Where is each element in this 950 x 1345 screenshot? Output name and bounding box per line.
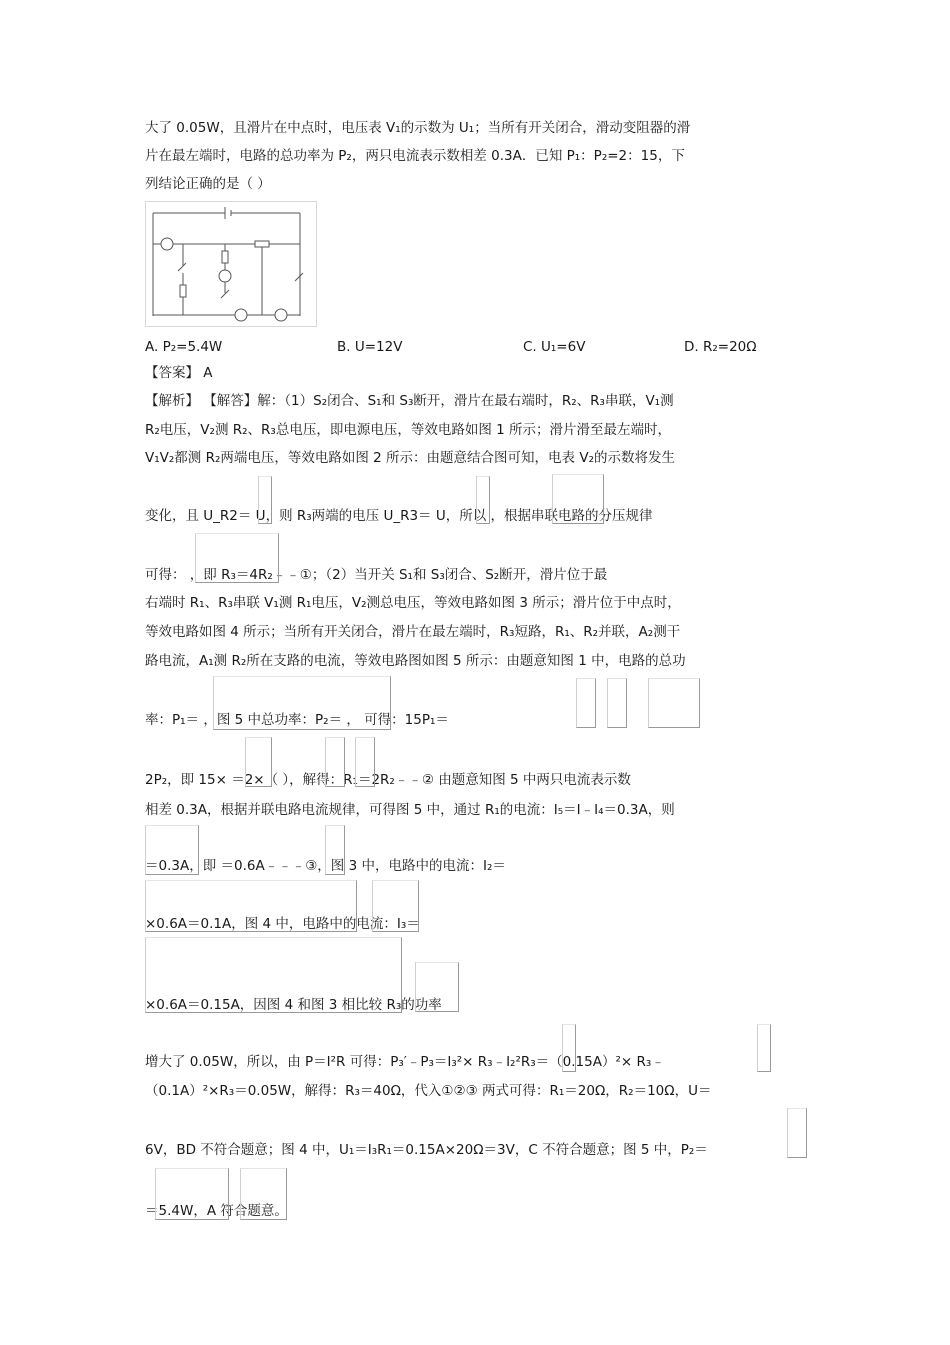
formula-p2-u2-over-r1 <box>787 1108 807 1158</box>
analysis-line-9: 率：P₁＝ ，图 5 中总功率：P₂＝ ， 可得：15P₁＝ <box>145 712 449 728</box>
formula-i3 <box>145 937 402 1013</box>
formula-i3-quarter <box>415 962 459 1012</box>
formula-p2-sum-1 <box>155 1168 229 1220</box>
answer-line: 【答案】 A <box>145 365 213 381</box>
formula-2x-term2 <box>355 737 375 787</box>
formula-ur2-ur3-ratio <box>552 474 604 524</box>
analysis-line-13: ×0.6A＝0.1A，图 4 中，电路中的电流：I₃＝ <box>145 916 420 932</box>
analysis-line-17: 6V，BD 不符合题意；图 4 中，U₁＝I₃R₁＝0.15A×20Ω＝3V，C 不符合题意；图 5 中，P₂＝ <box>145 1142 708 1158</box>
formula-u-over-r2 <box>325 825 345 875</box>
analysis-line-2: R₂电压，V₂测 R₂、R₃总电压，即电源电压，等效电路如图 1 所示；滑片滑至最左端时， <box>145 422 671 438</box>
analysis-line-12: ＝0.3A，即 ＝0.6A﹣﹣﹣③，图 3 中，电路中的电流：I₂＝ <box>145 858 506 874</box>
option-a: A. P₂=5.4W <box>145 339 223 355</box>
formula-p1-p2-ratio <box>648 678 700 728</box>
option-c: C. U₁=6V <box>523 339 586 355</box>
formula-p2-sum-2 <box>240 1168 287 1220</box>
formula-p1 <box>213 676 391 730</box>
formula-ur2-fraction <box>258 476 272 524</box>
analysis-line-11: 相差 0.3A，根据并联电路电流规律，可得图 5 中，通过 R₁的电流：I₅＝I﹣I₄＝0.3A，则 <box>145 802 675 818</box>
analysis-line-6: 右端时 R₁、R₃串联 V₁测 R₁电压，V₂测总电压，等效电路如图 3 所示；滑片位于中点时， <box>145 595 681 611</box>
analysis-line-4: 变化，且 U_R2＝ U，则 R₃两端的电压 U_R3＝ U，所以 ，根据串联电路的分压规律 <box>145 508 653 524</box>
formula-i2-sixth <box>372 880 419 932</box>
formula-p2-term2 <box>607 678 627 728</box>
formula-half-2 <box>757 1024 771 1072</box>
option-d: D. R₂=20Ω <box>684 339 757 355</box>
circuit-diagram <box>145 201 317 327</box>
analysis-line-1: 【解析】 【解答】解：（1）S₂闭合、S₁和 S₃断开，滑片在最右端时，R₂、R₃串联，V₁测 <box>145 393 674 409</box>
analysis-line-8: 路电流，A₁测 R₂所在支路的电流，等效电路图如图 5 所示：由题意知图 1 中，电路的总功 <box>145 653 686 669</box>
question-line-1: 大了 0.05W，且滑片在中点时，电压表 V₁的示数为 U₁；当所有开关闭合，滑动变阻器的滑 <box>145 120 691 136</box>
analysis-line-3: V₁V₂都测 R₂两端电压，等效电路如图 2 所示：由题意结合图可知，电表 V₂的示数将发生 <box>145 450 675 466</box>
formula-i2 <box>145 880 357 932</box>
formula-divider-ratio <box>195 533 279 583</box>
formula-p2-term1 <box>576 678 596 728</box>
option-b: B. U=12V <box>337 339 403 355</box>
formula-2x-term1 <box>325 737 345 787</box>
analysis-line-16: （0.1A）²×R₃＝0.05W，解得：R₃＝40Ω，代入①②③ 两式可得：R₁＝20Ω，R₂＝10Ω，U＝ <box>145 1083 712 1099</box>
question-line-2: 片在最左端时，电路的总功率为 P₂，两只电流表示数相差 0.3A．已知 P₁：P₂=2：15，下 <box>145 148 685 164</box>
analysis-line-10: 2P₂，即 15× ＝2×（ ），解得：R₁＝2R₂﹣﹣② 由题意知图 5 中两只电流表示数 <box>145 772 631 788</box>
question-line-3: 列结论正确的是（ ） <box>145 176 271 192</box>
formula-15x <box>245 737 272 787</box>
analysis-line-14: ×0.6A＝0.15A，因图 4 和图 3 相比较 R₃的功率 <box>145 997 442 1013</box>
analysis-line-15: 增大了 0.05W，所以，由 P＝I²R 可得：P₃′﹣P₃＝I₃²× R₃﹣I₂²R₃＝（0.15A）²× R₃﹣ <box>145 1054 665 1070</box>
analysis-line-18: ＝5.4W，A 符合题意。 <box>145 1203 288 1219</box>
analysis-line-5: 可得： ，即 R₃＝4R₂﹣﹣①；（2）当开关 S₁和 S₃闭合、S₂断开，滑片位于最 <box>145 567 608 583</box>
analysis-line-7: 等效电路如图 4 所示；当所有开关闭合，滑片在最左端时，R₃短路，R₁、R₂并联，A₂测干 <box>145 624 681 640</box>
formula-half-1 <box>562 1024 576 1072</box>
formula-ur3-fraction <box>476 476 490 524</box>
formula-current-diff <box>145 825 199 875</box>
